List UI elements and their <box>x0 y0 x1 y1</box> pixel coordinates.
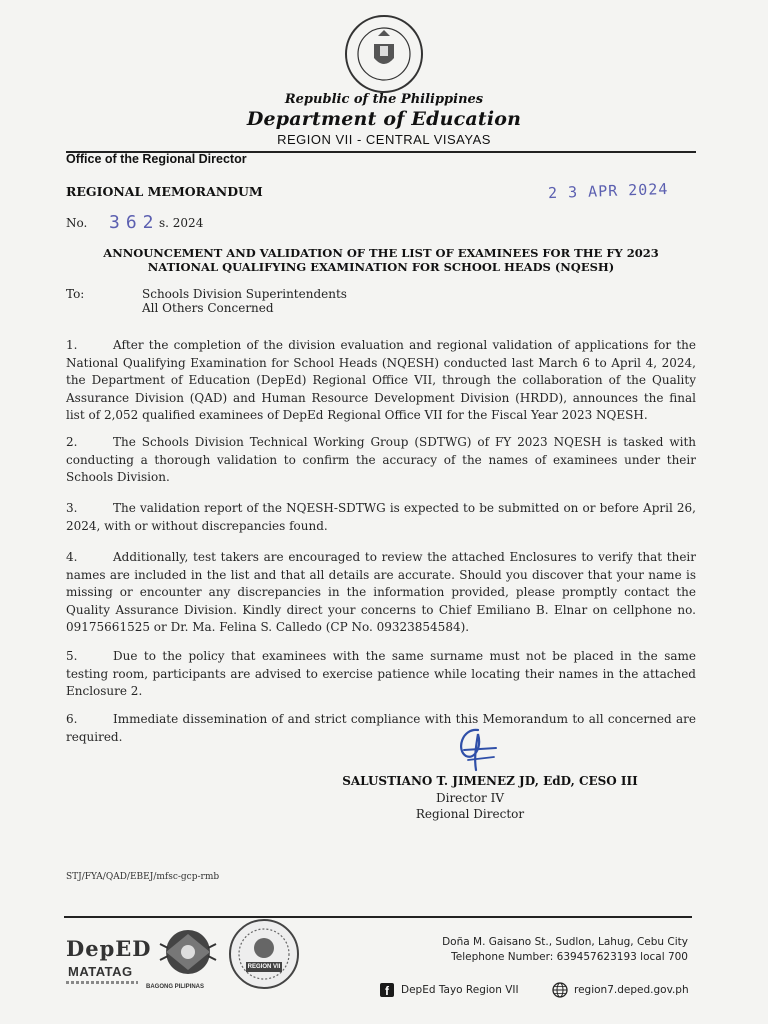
footer-divider <box>64 916 692 918</box>
paragraph-number: 6. <box>66 712 78 726</box>
region-vii-seal <box>228 918 300 990</box>
date-stamp: 2 3 APR 2024 <box>547 179 669 203</box>
signatory-position: Director IV <box>435 791 505 805</box>
bagong-pilipinas-logo <box>154 926 222 984</box>
memo-title-line: NATIONAL QUALIFYING EXAMINATION FOR SCHOOL HEADS (NQESH) <box>147 260 615 274</box>
department-heading: Department of Education <box>246 108 522 130</box>
bagong-pilipinas-text: BAGONG PILIPINAS <box>146 984 205 990</box>
signatory-name: SALUSTIANO T. JIMENEZ JD, EdD, CESO III <box>342 774 638 788</box>
recipients <box>142 287 347 315</box>
paragraph-text: After the completion of the division evaluation and regional validation of applications for the National Qualifying Examination for School Heads (NQESH) conducted last March 6 to April 4, 2024, the Department of Education (DepEd) Regional Office VII, through the collaboration of the Quality Assurance Division (QAD) and Human Resource Development Division (HRDD), announces the final list of 2,052 qualified examinees of DepEd Regional Office VII for the Fiscal Year 2023 NQESH. <box>66 338 696 422</box>
paragraph-number: 5. <box>66 649 78 663</box>
paragraph-2 <box>66 434 696 487</box>
memo-number-label: No. <box>66 216 88 230</box>
matatag-underline <box>66 981 138 984</box>
paragraph-5 <box>66 648 696 701</box>
footer-telephone: Telephone Number: 639457623193 local 700 <box>451 951 688 963</box>
facebook-page[interactable]: DepEd Tayo Region VII <box>401 984 519 996</box>
paragraph-6 <box>66 711 696 746</box>
paragraph-text: The Schools Division Technical Working Group (SDTWG) of FY 2023 NQESH is tasked with conducting a thorough validation to confirm the accuracy of the names of examinees under their Schools Division. <box>66 435 696 484</box>
matatag-logo: MATATAG <box>68 964 133 979</box>
paragraph-text: Immediate dissemination of and strict compliance with this Memorandum to all concerned are required. <box>66 712 696 744</box>
paragraph-text: The validation report of the NQESH-SDTWG is expected to be submitted on or before April 26, 2024, with or without discrepancies found. <box>66 501 696 533</box>
paragraph-number: 4. <box>66 550 78 564</box>
deped-logo: DepED <box>66 936 152 961</box>
paragraph-number: 1. <box>66 338 78 352</box>
memo-type: REGIONAL MEMORANDUM <box>66 184 263 199</box>
signature-mark <box>452 724 498 772</box>
paragraph-1 <box>66 337 696 425</box>
website-link[interactable]: region7.deped.gov.ph <box>574 984 689 996</box>
globe-icon <box>552 982 568 998</box>
paragraph-number: 2. <box>66 435 78 449</box>
paragraph-number: 3. <box>66 501 78 515</box>
paragraph-text: Due to the policy that examinees with the same surname must not be placed in the same testing room, participants are advised to exercise patience while locating their names in the attached Enclosure 2. <box>66 649 696 698</box>
region-seal-text: REGION VII <box>247 964 281 970</box>
memo-number: 362 <box>109 212 160 233</box>
recipient: All Others Concerned <box>142 301 274 315</box>
office-label: Office of the Regional Director <box>66 152 247 166</box>
republic-heading: Republic of the Philippines <box>284 92 484 107</box>
deped-seal-logo <box>344 14 424 94</box>
signatory-office: Regional Director <box>415 807 525 821</box>
facebook-icon: f <box>380 983 394 997</box>
memo-title <box>66 246 696 274</box>
paragraph-3 <box>66 500 696 535</box>
recipient: Schools Division Superintendents <box>142 287 347 301</box>
paragraph-4 <box>66 549 696 637</box>
to-label: To: <box>66 287 85 301</box>
reference-code: STJ/FYA/QAD/EBEJ/mfsc-gcp-rmb <box>66 872 220 882</box>
footer-address: Doña M. Gaisano St., Sudlon, Lahug, Cebu City <box>442 936 688 948</box>
region-heading: REGION VII - CENTRAL VISAYAS <box>277 132 491 147</box>
paragraph-text: Additionally, test takers are encouraged to review the attached Enclosures to verify that their names are included in the list and that all details are accurate. Should you discover that your name is missing or encounter any discrepancies in the information provided, please promptly contact the Quality Assurance Division. Kindly direct your concerns to Chief Emiliano B. Elnar on cellphone no. 09175661525 or Dr. Ma. Felina S. Calledo (CP No. 09323854584). <box>66 550 696 634</box>
memo-title-line: ANNOUNCEMENT AND VALIDATION OF THE LIST OF EXAMINEES FOR THE FY 2023 <box>103 246 659 260</box>
memo-series: s. 2024 <box>159 216 204 230</box>
